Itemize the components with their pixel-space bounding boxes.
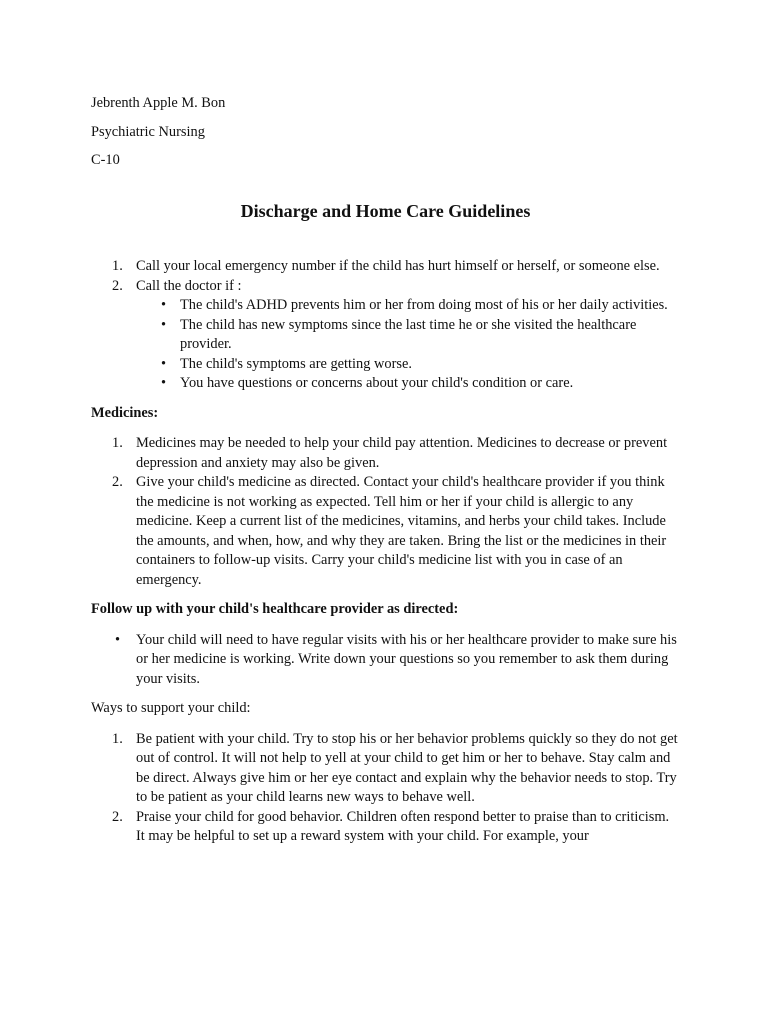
medicines-heading: Medicines:: [91, 404, 159, 421]
list-item-text: Call your local emergency number if the child has hurt himself or herself, or someone else.: [136, 258, 660, 274]
list-number: 1.: [112, 435, 123, 451]
support-heading: Ways to support your child:: [91, 700, 251, 716]
bullet-text: The child has new symptoms since the last time he or she visited the healthcare provider.: [180, 316, 637, 352]
list-number: 2.: [112, 808, 123, 825]
list-item-text: Be patient with your child. Try to stop his or her behavior problems quickly so they do not get out of control. It will not help to yell at your child to get him or her to behave. Stay calm and be direct. Always give him or her eye contact and explain why the behavior needs to stop. Try to be patient as your child learns new ways to behave well.: [136, 730, 678, 805]
follow-up-heading: Follow up with your child's healthcare provider as directed:: [91, 601, 459, 617]
list-item: [91, 808, 680, 847]
list-number: 1.: [112, 258, 123, 274]
support-list: [91, 730, 680, 847]
list-item-text: Give your child's medicine as directed. Contact your child's healthcare provider if you think the medicine is not working as expected. Tell him or her if your child is allergic to any medicine. Keep a current list of the medicines, vitamins, and herbs your child takes. Include the amounts, and when, how, and why they are taken. Bring the list or the medicines in their containers to follow-up visits. Carry your child's medicine list with you in case of an emergency.: [136, 474, 667, 588]
section-code: C-10: [91, 152, 120, 168]
bullet-text: The child's ADHD prevents him or her from doing most of his or her daily activities.: [180, 297, 668, 313]
medicines-list: [91, 434, 680, 590]
bullet-icon: •: [161, 316, 167, 333]
bullet-item: [91, 355, 680, 375]
bullet-text: You have questions or concerns about your child's condition or care.: [180, 375, 574, 391]
bullet-icon: •: [115, 631, 121, 648]
list-number: 2.: [112, 277, 123, 294]
bullet-icon: •: [161, 375, 167, 391]
bullet-item: [91, 296, 680, 316]
course-name: Psychiatric Nursing: [91, 123, 205, 140]
list-item-text: Medicines may be needed to help your child pay attention. Medicines to decrease or prevent depression and anxiety may also be given.: [136, 435, 668, 471]
list-item-text: Praise your child for good behavior. Children often respond better to praise than to criticism. It may be helpful to set up a reward system with your child. For example, your: [136, 808, 670, 844]
list-item: [91, 434, 680, 473]
bullet-text: Your child will need to have regular visits with his or her healthcare provider to make sure his or her medicine is working. Write down your questions so you remember to ask them during your visits.: [136, 631, 677, 687]
list-number: 2.: [112, 474, 123, 490]
bullet-icon: •: [161, 297, 167, 313]
follow-up-list: [91, 631, 680, 690]
bullet-text: The child's symptoms are getting worse.: [180, 355, 412, 372]
author-name: Jebrenth Apple M. Bon: [91, 95, 226, 111]
list-item: [91, 730, 680, 808]
list-item-text: Call the doctor if :: [136, 277, 242, 294]
list-item: [91, 277, 680, 297]
bullet-item: [91, 374, 680, 394]
list-item: [91, 473, 680, 590]
doctor-bullet-list: [91, 296, 680, 394]
bullet-icon: •: [161, 355, 167, 372]
list-item: [91, 257, 680, 277]
bullet-item: [91, 631, 680, 690]
bullet-item: [91, 316, 680, 355]
document-title: Discharge and Home Care Guidelines: [240, 200, 531, 221]
list-number: 1.: [112, 730, 123, 747]
emergency-list: [91, 257, 680, 296]
